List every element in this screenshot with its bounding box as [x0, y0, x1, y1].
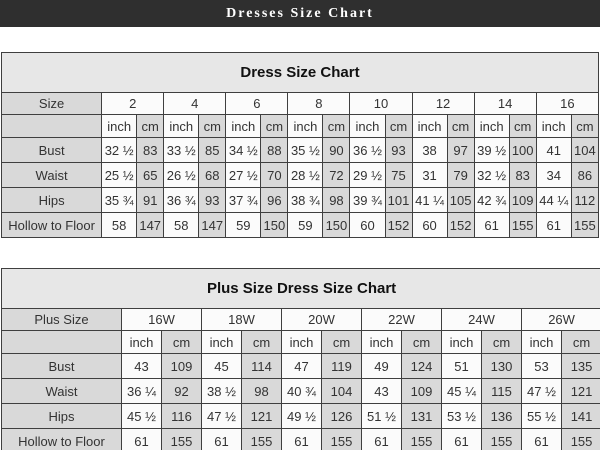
inch-value-cell: 41 ¼ — [412, 188, 447, 213]
size-corner-label: Plus Size — [2, 309, 122, 331]
measurement-label: Bust — [2, 138, 102, 163]
inch-value-cell: 36 ¼ — [122, 379, 162, 404]
inch-value-cell: 38 — [412, 138, 447, 163]
unit-header-cell: inch — [412, 115, 447, 138]
measurement-row — [2, 404, 600, 429]
unit-corner-cell — [2, 331, 122, 354]
cm-value-cell: 141 — [562, 404, 600, 429]
cm-value-cell: 155 — [402, 429, 442, 450]
cm-value-cell: 88 — [261, 138, 288, 163]
unit-header-cell: cm — [261, 115, 288, 138]
inch-value-cell: 60 — [412, 213, 447, 238]
size-header-cell: 8 — [288, 93, 350, 115]
cm-value-cell: 98 — [323, 188, 350, 213]
cm-value-cell: 104 — [571, 138, 598, 163]
inch-value-cell: 28 ½ — [288, 163, 323, 188]
measurement-row — [2, 213, 599, 238]
cm-value-cell: 109 — [402, 379, 442, 404]
unit-header-cell: cm — [482, 331, 522, 354]
inch-value-cell: 51 — [442, 354, 482, 379]
cm-value-cell: 155 — [162, 429, 202, 450]
inch-value-cell: 27 ½ — [226, 163, 261, 188]
cm-value-cell: 147 — [137, 213, 164, 238]
cm-value-cell: 152 — [447, 213, 474, 238]
unit-header-cell: cm — [402, 331, 442, 354]
unit-header-cell: cm — [571, 115, 598, 138]
cm-value-cell: 97 — [447, 138, 474, 163]
inch-value-cell: 31 — [412, 163, 447, 188]
cm-value-cell: 75 — [385, 163, 412, 188]
cm-value-cell: 96 — [261, 188, 288, 213]
inch-value-cell: 59 — [288, 213, 323, 238]
inch-value-cell: 34 ½ — [226, 138, 261, 163]
inch-value-cell: 43 — [362, 379, 402, 404]
cm-value-cell: 131 — [402, 404, 442, 429]
cm-value-cell: 93 — [385, 138, 412, 163]
inch-value-cell: 38 ¾ — [288, 188, 323, 213]
cm-value-cell: 114 — [242, 354, 282, 379]
cm-value-cell: 115 — [482, 379, 522, 404]
inch-value-cell: 36 ½ — [350, 138, 385, 163]
plus-size-dress-size-chart-table — [1, 268, 600, 450]
inch-value-cell: 33 ½ — [164, 138, 199, 163]
cm-value-cell: 130 — [482, 354, 522, 379]
size-header-cell: 12 — [412, 93, 474, 115]
cm-value-cell: 91 — [137, 188, 164, 213]
spacer — [0, 238, 600, 268]
cm-value-cell: 155 — [571, 213, 598, 238]
page-header-bar — [0, 0, 600, 27]
unit-header-cell: cm — [162, 331, 202, 354]
unit-header-cell: cm — [509, 115, 536, 138]
inch-value-cell: 61 — [536, 213, 571, 238]
inch-value-cell: 47 ½ — [522, 379, 562, 404]
inch-value-cell: 61 — [202, 429, 242, 450]
cm-value-cell: 65 — [137, 163, 164, 188]
size-header-cell: 10 — [350, 93, 412, 115]
inch-value-cell: 61 — [122, 429, 162, 450]
cm-value-cell: 150 — [323, 213, 350, 238]
inch-value-cell: 61 — [522, 429, 562, 450]
table-title-row — [2, 53, 599, 93]
cm-value-cell: 109 — [509, 188, 536, 213]
inch-value-cell: 45 — [202, 354, 242, 379]
inch-value-cell: 61 — [282, 429, 322, 450]
cm-value-cell: 124 — [402, 354, 442, 379]
measurement-row — [2, 429, 600, 450]
size-row — [2, 93, 599, 115]
table-title: Dress Size Chart — [2, 53, 599, 93]
unit-header-cell: cm — [199, 115, 226, 138]
unit-header-cell: inch — [350, 115, 385, 138]
cm-value-cell: 112 — [571, 188, 598, 213]
cm-value-cell: 126 — [322, 404, 362, 429]
inch-value-cell: 47 — [282, 354, 322, 379]
inch-value-cell: 60 — [350, 213, 385, 238]
measurement-row — [2, 354, 600, 379]
cm-value-cell: 86 — [571, 163, 598, 188]
unit-header-cell: inch — [362, 331, 402, 354]
inch-value-cell: 55 ½ — [522, 404, 562, 429]
unit-header-cell: inch — [226, 115, 261, 138]
inch-value-cell: 35 ¾ — [102, 188, 137, 213]
cm-value-cell: 109 — [162, 354, 202, 379]
cm-value-cell: 83 — [137, 138, 164, 163]
unit-header-cell: inch — [164, 115, 199, 138]
size-header-cell: 16W — [122, 309, 202, 331]
measurement-label: Waist — [2, 379, 122, 404]
cm-value-cell: 121 — [242, 404, 282, 429]
cm-value-cell: 90 — [323, 138, 350, 163]
table-title-row — [2, 269, 600, 309]
cm-value-cell: 72 — [323, 163, 350, 188]
cm-value-cell: 116 — [162, 404, 202, 429]
size-header-cell: 22W — [362, 309, 442, 331]
cm-value-cell: 93 — [199, 188, 226, 213]
unit-header-cell: cm — [242, 331, 282, 354]
cm-value-cell: 101 — [385, 188, 412, 213]
cm-value-cell: 155 — [562, 429, 600, 450]
inch-value-cell: 58 — [164, 213, 199, 238]
unit-header-cell: cm — [385, 115, 412, 138]
inch-value-cell: 40 ¾ — [282, 379, 322, 404]
unit-header-cell: inch — [102, 115, 137, 138]
unit-header-cell: inch — [122, 331, 162, 354]
cm-value-cell: 136 — [482, 404, 522, 429]
inch-value-cell: 38 ½ — [202, 379, 242, 404]
size-row — [2, 309, 600, 331]
cm-value-cell: 135 — [562, 354, 600, 379]
inch-value-cell: 37 ¾ — [226, 188, 261, 213]
table-title: Plus Size Dress Size Chart — [2, 269, 600, 309]
inch-value-cell: 53 — [522, 354, 562, 379]
cm-value-cell: 155 — [509, 213, 536, 238]
cm-value-cell: 105 — [447, 188, 474, 213]
cm-value-cell: 119 — [322, 354, 362, 379]
unit-header-cell: cm — [562, 331, 600, 354]
measurement-row — [2, 138, 599, 163]
spacer — [0, 27, 600, 52]
size-header-cell: 16 — [536, 93, 598, 115]
cm-value-cell: 83 — [509, 163, 536, 188]
inch-value-cell: 42 ¾ — [474, 188, 509, 213]
measurement-label: Bust — [2, 354, 122, 379]
measurement-row — [2, 379, 600, 404]
cm-value-cell: 152 — [385, 213, 412, 238]
unit-header-cell: inch — [536, 115, 571, 138]
cm-value-cell: 155 — [482, 429, 522, 450]
unit-corner-cell — [2, 115, 102, 138]
inch-value-cell: 45 ¼ — [442, 379, 482, 404]
size-corner-label: Size — [2, 93, 102, 115]
measurement-label: Waist — [2, 163, 102, 188]
measurement-label: Hollow to Floor — [2, 429, 122, 450]
cm-value-cell: 92 — [162, 379, 202, 404]
size-header-cell: 2 — [102, 93, 164, 115]
unit-row — [2, 115, 599, 138]
inch-value-cell: 43 — [122, 354, 162, 379]
cm-value-cell: 150 — [261, 213, 288, 238]
inch-value-cell: 39 ½ — [474, 138, 509, 163]
inch-value-cell: 25 ½ — [102, 163, 137, 188]
inch-value-cell: 26 ½ — [164, 163, 199, 188]
inch-value-cell: 53 ½ — [442, 404, 482, 429]
inch-value-cell: 49 — [362, 354, 402, 379]
measurement-row — [2, 163, 599, 188]
size-header-cell: 26W — [522, 309, 600, 331]
inch-value-cell: 35 ½ — [288, 138, 323, 163]
cm-value-cell: 104 — [322, 379, 362, 404]
unit-header-cell: cm — [322, 331, 362, 354]
inch-value-cell: 61 — [474, 213, 509, 238]
cm-value-cell: 79 — [447, 163, 474, 188]
inch-value-cell: 51 ½ — [362, 404, 402, 429]
dress-size-chart-table — [1, 52, 599, 238]
unit-header-cell: inch — [288, 115, 323, 138]
inch-value-cell: 44 ¼ — [536, 188, 571, 213]
inch-value-cell: 29 ½ — [350, 163, 385, 188]
page-title: Dresses Size Chart — [226, 5, 374, 21]
unit-header-cell: cm — [137, 115, 164, 138]
cm-value-cell: 121 — [562, 379, 600, 404]
inch-value-cell: 61 — [442, 429, 482, 450]
inch-value-cell: 34 — [536, 163, 571, 188]
cm-value-cell: 85 — [199, 138, 226, 163]
cm-value-cell: 98 — [242, 379, 282, 404]
cm-value-cell: 155 — [322, 429, 362, 450]
inch-value-cell: 32 ½ — [102, 138, 137, 163]
unit-header-cell: cm — [447, 115, 474, 138]
size-header-cell: 4 — [164, 93, 226, 115]
cm-value-cell: 147 — [199, 213, 226, 238]
unit-header-cell: inch — [442, 331, 482, 354]
size-header-cell: 6 — [226, 93, 288, 115]
measurement-label: Hips — [2, 404, 122, 429]
inch-value-cell: 49 ½ — [282, 404, 322, 429]
size-header-cell: 18W — [202, 309, 282, 331]
inch-value-cell: 47 ½ — [202, 404, 242, 429]
unit-header-cell: cm — [323, 115, 350, 138]
inch-value-cell: 61 — [362, 429, 402, 450]
unit-header-cell: inch — [474, 115, 509, 138]
unit-header-cell: inch — [522, 331, 562, 354]
cm-value-cell: 100 — [509, 138, 536, 163]
inch-value-cell: 58 — [102, 213, 137, 238]
inch-value-cell: 36 ¾ — [164, 188, 199, 213]
cm-value-cell: 155 — [242, 429, 282, 450]
size-header-cell: 20W — [282, 309, 362, 331]
unit-row — [2, 331, 600, 354]
measurement-label: Hips — [2, 188, 102, 213]
unit-header-cell: inch — [202, 331, 242, 354]
inch-value-cell: 59 — [226, 213, 261, 238]
unit-header-cell: inch — [282, 331, 322, 354]
inch-value-cell: 45 ½ — [122, 404, 162, 429]
size-header-cell: 24W — [442, 309, 522, 331]
cm-value-cell: 70 — [261, 163, 288, 188]
inch-value-cell: 32 ½ — [474, 163, 509, 188]
inch-value-cell: 41 — [536, 138, 571, 163]
size-header-cell: 14 — [474, 93, 536, 115]
cm-value-cell: 68 — [199, 163, 226, 188]
measurement-label: Hollow to Floor — [2, 213, 102, 238]
inch-value-cell: 39 ¾ — [350, 188, 385, 213]
measurement-row — [2, 188, 599, 213]
